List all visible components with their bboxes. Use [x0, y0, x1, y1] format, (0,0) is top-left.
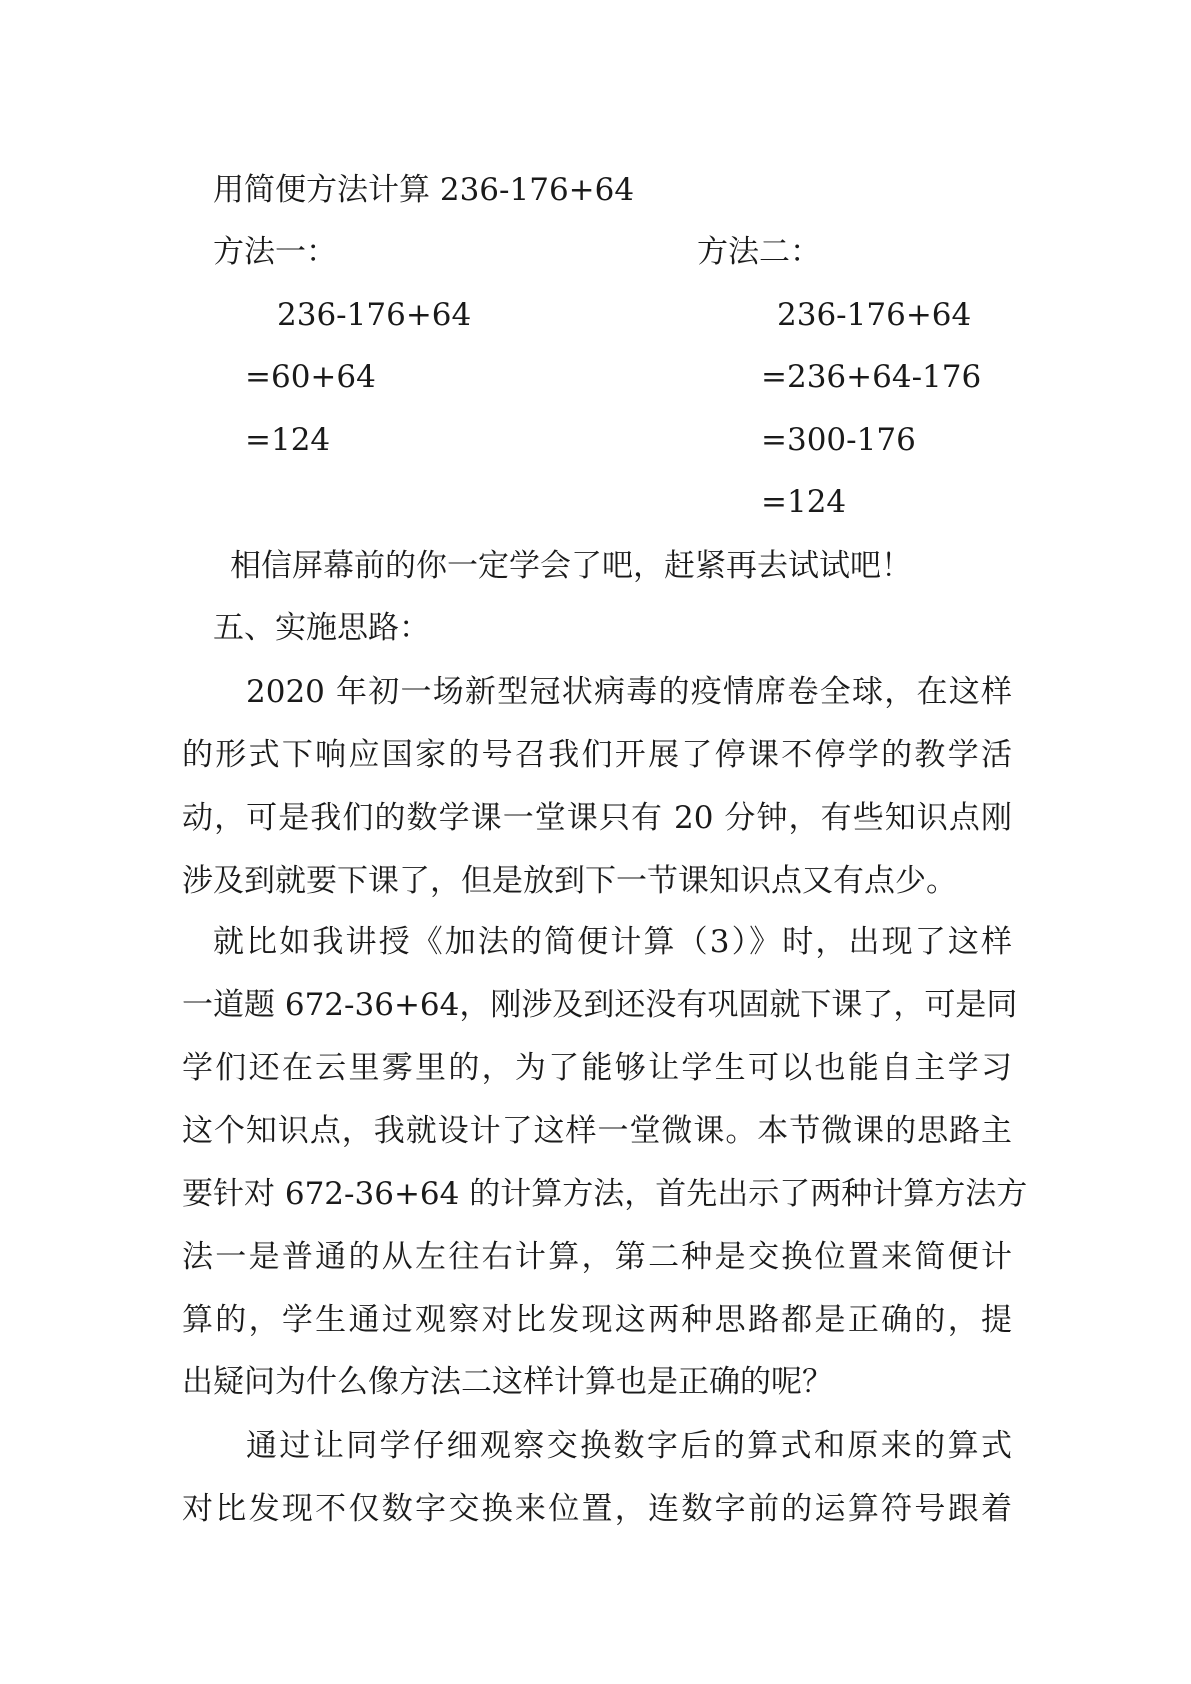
paragraph-2-line-4: 这个知识点，我就设计了这样一堂微课。本节微课的思路主: [182, 1113, 1012, 1149]
paragraph-2-line-3: 学们还在云里雾里的，为了能够让学生可以也能自主学习: [182, 1050, 1012, 1086]
method-one-step-2: =60+64: [245, 359, 376, 395]
paragraph-1-line-4: 涉及到就要下课了，但是放到下一节课知识点又有点少。: [182, 863, 957, 899]
method-one-step-3: =124: [245, 422, 331, 458]
paragraph-2-line-8: 出疑问为什么像方法二这样计算也是正确的呢？: [182, 1364, 833, 1400]
paragraph-2-line-5: 要针对 672-36+64 的计算方法，首先出示了两种计算方法方: [182, 1176, 1028, 1212]
method-two-step-4: =124: [761, 484, 847, 520]
paragraph-2-line-2: 一道题 672-36+64，刚涉及到还没有巩固就下课了，可是同: [182, 987, 1018, 1023]
paragraph-2-line-1: 就比如我讲授《加法的简便计算（3）》时，出现了这样: [213, 924, 1012, 960]
paragraph-2-line-6: 法一是普通的从左往右计算，第二种是交换位置来简便计: [182, 1239, 1012, 1275]
method-two-step-1: 236-176+64: [777, 297, 972, 333]
paragraph-2-line-7: 算的，学生通过观察对比发现这两种思路都是正确的，提: [182, 1302, 1012, 1338]
paragraph-3-line-1: 通过让同学仔细观察交换数字后的算式和原来的算式: [246, 1428, 1012, 1464]
method-two-step-2: =236+64-176: [761, 359, 982, 395]
encouragement-text: 相信屏幕前的你一定学会了吧，赶紧再去试试吧！: [230, 548, 912, 584]
paragraph-1-line-2: 的形式下响应国家的号召我们开展了停课不停学的教学活: [182, 737, 1012, 773]
method-one-step-1: 236-176+64: [277, 297, 472, 333]
paragraph-1-line-1: 2020 年初一场新型冠状病毒的疫情席卷全球，在这样: [246, 674, 1012, 710]
paragraph-1-line-3: 动，可是我们的数学课一堂课只有 20 分钟，有些知识点刚: [182, 800, 1012, 836]
paragraph-3-line-2: 对比发现不仅数字交换来位置，连数字前的运算符号跟着: [182, 1491, 1012, 1527]
problem-title: 用简便方法计算 236-176+64: [213, 172, 635, 208]
method-one-label: 方法一：: [213, 234, 337, 270]
method-two-step-3: =300-176: [761, 422, 916, 458]
section-heading: 五、实施思路：: [213, 610, 430, 646]
method-two-label: 方法二：: [697, 234, 821, 270]
